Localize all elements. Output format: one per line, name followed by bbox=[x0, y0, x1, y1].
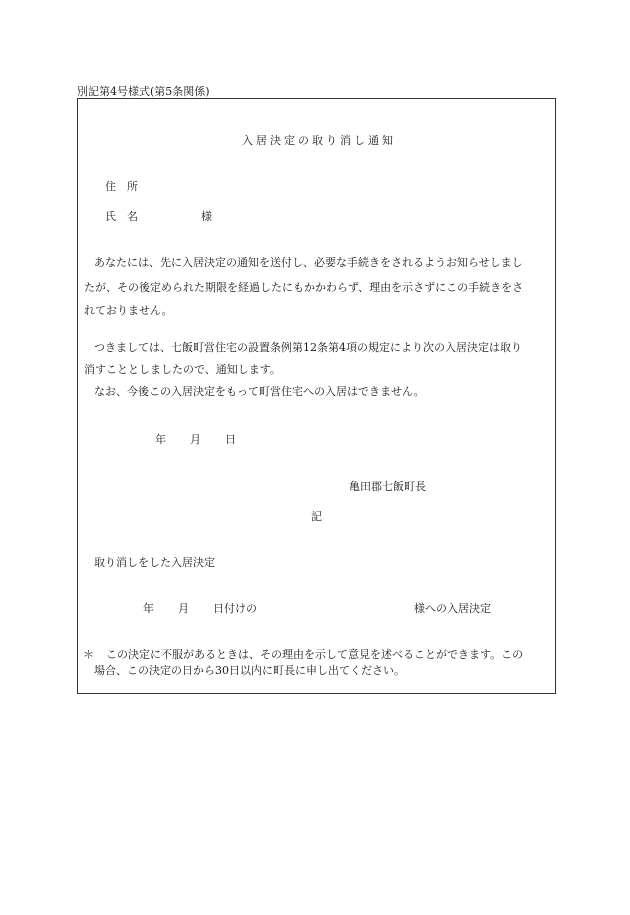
body-paragraph-2-line-1: つきましては、七飯町営住宅の設置条例第12条第4項の規定により次の入居決定は取り bbox=[94, 341, 522, 354]
body-paragraph-1-line-2: たが、その後定められた期限を経過したにもかかわらず、理由を示さずにこの手続きをさ bbox=[84, 281, 524, 294]
document-title: 入居決定の取り消し通知 bbox=[242, 134, 396, 147]
note-line-1: この決定に不服があるときは、その理由を示して意見を述べることができます。この bbox=[106, 648, 524, 661]
record-heading: 記 bbox=[311, 510, 322, 523]
body-paragraph-2-line-2: 消すこととしましたので、通知します。 bbox=[84, 363, 281, 376]
decision-dated: 日付けの bbox=[213, 602, 257, 615]
decision-month: 月 bbox=[178, 602, 189, 615]
body-paragraph-1-line-1: あなたには、先に入居決定の通知を送付し、必要な手続きをされるようお知らせしまし bbox=[94, 256, 523, 269]
name-honorific: 様 bbox=[201, 210, 212, 223]
date-day: 日 bbox=[225, 433, 236, 446]
body-paragraph-3: なお、今後この入居決定をもって町営住宅への入居はできません。 bbox=[94, 385, 425, 398]
form-reference: 別記第4号様式(第5条関係) bbox=[77, 85, 210, 98]
date-year: 年 bbox=[155, 433, 166, 446]
note-asterisk: ＊ bbox=[83, 648, 94, 661]
body-paragraph-1-line-3: れておりません。 bbox=[84, 304, 173, 317]
address-label: 住 所 bbox=[105, 180, 138, 193]
cancelled-decision-label: 取り消しをした入居決定 bbox=[94, 556, 215, 569]
note-line-2: 場合、この決定の日から30日以内に町長に申し出てください。 bbox=[94, 664, 405, 677]
name-label: 氏 名 bbox=[105, 210, 138, 223]
issuer-name: 亀田郡七飯町長 bbox=[349, 480, 426, 493]
decision-year: 年 bbox=[143, 602, 154, 615]
date-month: 月 bbox=[190, 433, 201, 446]
decision-suffix: 様への入居決定 bbox=[414, 602, 491, 615]
